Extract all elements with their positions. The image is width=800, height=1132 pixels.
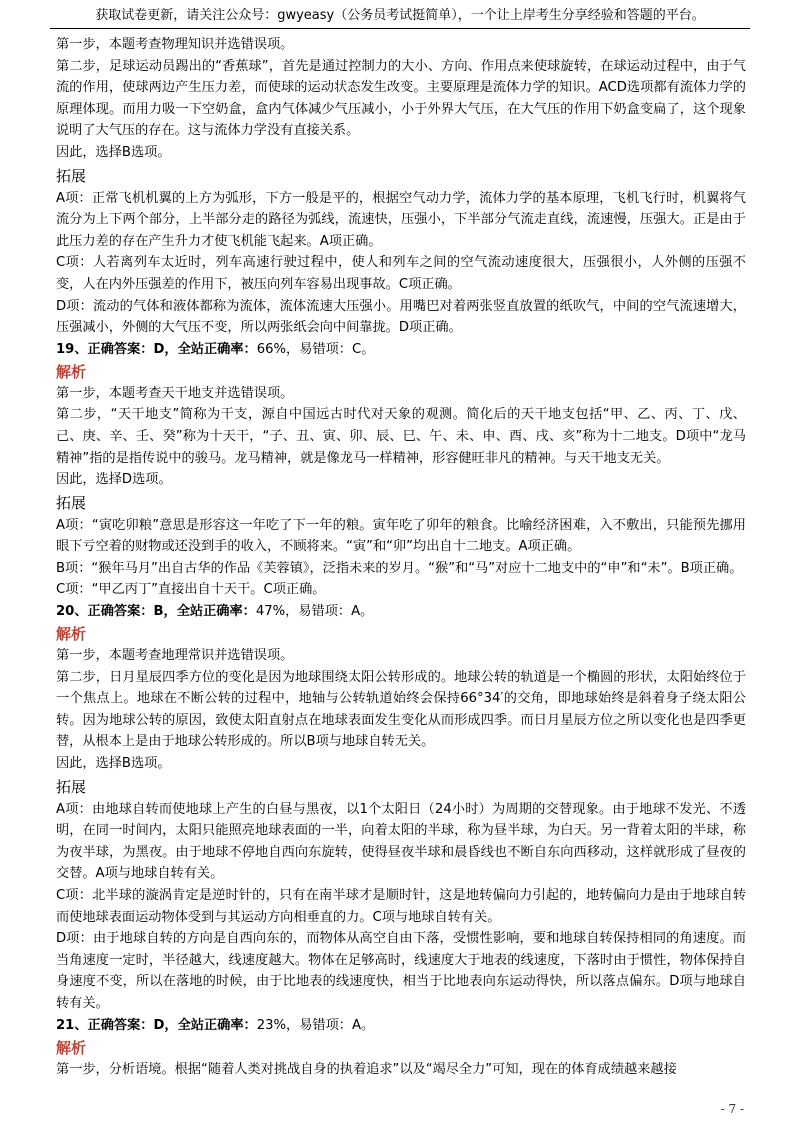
page-number: - 7 - bbox=[720, 1102, 744, 1116]
q20-option-c: C项：北半球的漩涡肯定是逆时针的，只有在南半球才是顺时针，这是地转偏向力引起的，地转偏向力是由于地球自转而使地球表面运动物体受到与其运动方向相垂直的力。C项与地球自转有关。 bbox=[56, 888, 746, 925]
page-content bbox=[56, 34, 746, 1080]
q19-step1: 第一步，本题考查天干地支并选错误项。 bbox=[56, 385, 294, 401]
q20-option-d: D项：由于地球自转的方向是自西向东的，而物体从高空自由下落，受惯性影响，要和地球自转保持相同的角速度。而当角速度一定时，半径越大，线速度越大。物体在足够高时，线速度大于地表的线速度，下落时由于惯性，物体保持自身速度不变，所以在落地的时候，由于比地表的线速度快，相当于比地表向东运动得快，所以落点偏东。D项与地球自转有关。 bbox=[56, 931, 746, 1011]
q20-option-a: A项：由地球自转而使地球上产生的白昼与黑夜，以1个太阳日（24小时）为周期的交替现象。由于地球不发光、不透明，在同一时间内，太阳只能照亮地球表面的一半，向着太阳的半球，称为昼半球，为白天。另一背着太阳的半球，称为夜半球，为黑夜。由于地球不停地自西向东旋转，使得昼夜半球和晨昏线也不断自东向西移动，这样就形成了昼夜的交替。A项与地球自转有关。 bbox=[56, 801, 746, 882]
q19-expand-heading: 拓展 bbox=[56, 493, 87, 512]
page-header: 获取试卷更新，请关注公众号：gwyeasy（公务员考试挺简单），一个让上岸考生分享经验和答题的平台。 bbox=[95, 8, 705, 23]
q19-answer-stats: 66%，易错项：C。 bbox=[256, 341, 375, 357]
header-divider bbox=[50, 28, 750, 29]
q19-option-c: C项：“甲乙丙丁”直接出自十天干。C项正确。 bbox=[56, 582, 326, 598]
q20-step1: 第一步，本题考查地理常识并选错误项。 bbox=[56, 648, 294, 664]
q18-option-c: C项：人若离列车太近时，列车高速行驶过程中，使人和列车之间的空气流动速度很大，压强很小，人外侧的压强不变，人在内外压强差的作用下，被压向列车容易出现事故。C项正确。 bbox=[56, 255, 746, 292]
q20-answer-stats: 47%，易错项：A。 bbox=[255, 604, 374, 620]
q19-answer-label: 19、正确答案：D，全站正确率： bbox=[56, 341, 257, 357]
q20-step2: 第二步，日月星辰四季方位的变化是因为地球围绕太阳公转形成的。地球公转的轨道是一个椭圆的形状，太阳始终位于一个焦点上。地球在不断公转的过程中，地轴与公转轨道始终会保持66°34′的交角，即地球始终是斜着身子绕太阳公转。因为地球公转的原因，致使太阳直射点在地球表面发生变化从而形成四季。而日月星辰方位之所以变化也是四季更替，从根本上是由于地球公转形成的。所以B项与地球自转无关。 bbox=[56, 669, 746, 750]
q18-step1: 第一步，本题考查物理知识并选错误项。 bbox=[56, 37, 294, 52]
q19-option-b: B项：“猴年马月”出自古华的作品《芙蓉镇》，泛指未来的岁月。“猴”和“马”对应十二地支中的“申”和“未”。B项正确。 bbox=[56, 560, 743, 576]
q19-step2: 第二步，“天干地支”简称为干支，源自中国远古时代对天象的观测。简化后的天干地支包括“甲、乙、丙、丁、戊、己、庚、辛、壬、癸”称为十天干，“子、丑、寅、卯、辰、巳、午、未、申、酉、戌、亥”称为十二地支。D项中“龙马精神”指的是指传说中的骏马。龙马精神，就是像龙马一样精神，形容健旺非凡的精神。与天干地支无关。 bbox=[56, 407, 746, 466]
q21-answer-label: 21、正确答案：D，全站正确率： bbox=[56, 1017, 257, 1033]
q20-expand-heading: 拓展 bbox=[56, 777, 87, 796]
q19-option-a: A项：“寅吃卯粮”意思是形容这一年吃了下一年的粮。寅年吃了卯年的粮食。比喻经济困难，入不敷出，只能预先挪用眼下亏空着的财物或还没到手的收入，不顾将来。“寅”和“卯”均出自十二地支。A项正确。 bbox=[56, 517, 746, 555]
q21-answer-line bbox=[56, 1015, 746, 1037]
q18-conclusion: 因此，选择B选项。 bbox=[56, 144, 171, 160]
q21-answer-stats: 23%，易错项：A。 bbox=[256, 1017, 375, 1033]
q21-step1: 第一步，分析语境。根据“随着人类对挑战自身的执着追求”以及“竭尽全力”可知，现在的体育成绩越来越接 bbox=[56, 1061, 677, 1077]
q18-option-a: A项：正常飞机机翼的上方为弧形，下方一般是平的，根据空气动力学，流体力学的基本原理，飞机飞行时，机翼将气流分为上下两个部分，上半部分走的路径为弧线，流速快，压强小，下半部分气流走直线，流速慢，压强大。正是由于此压力差的存在产生升力才使飞机能飞起来。A项正确。 bbox=[56, 190, 746, 249]
q18-option-d: D项：流动的气体和液体都称为流体，流体流速大压强小。用嘴巴对着两张竖直放置的纸吹气，中间的空气流速增大，压强减小，外侧的大气压不变，所以两张纸会向中间靠拢。D项正确。 bbox=[56, 298, 746, 336]
q19-analysis-heading: 解析 bbox=[56, 362, 87, 381]
q20-analysis-heading: 解析 bbox=[56, 625, 87, 644]
q20-answer-label: 20、正确答案：B，全站正确率： bbox=[56, 604, 256, 620]
q21-analysis-heading: 解析 bbox=[56, 1038, 87, 1057]
q18-expand-heading: 拓展 bbox=[56, 166, 87, 185]
q19-answer-line bbox=[56, 339, 746, 361]
q19-conclusion: 因此，选择D选项。 bbox=[56, 472, 172, 488]
q20-answer-line bbox=[56, 601, 746, 623]
q20-conclusion: 因此，选择B选项。 bbox=[56, 756, 171, 772]
q18-step2: 第二步，足球运动员踢出的“香蕉球”，首先是通过控制力的大小、方向、作用点来使球旋转，在球运动过程中，由于气流的作用，使球两边产生压力差，而使球的运动状态发生改变。主要原理是流体力学的知识。ACD选项都有流体力学的原理体现。而用力吸一下空奶盒，盒内气体减少气压减小，小于外界大气压，在大气压的作用下奶盒变扁了，这个现象说明了大气压的存在。这与流体力学没有直接关系。 bbox=[56, 58, 746, 139]
